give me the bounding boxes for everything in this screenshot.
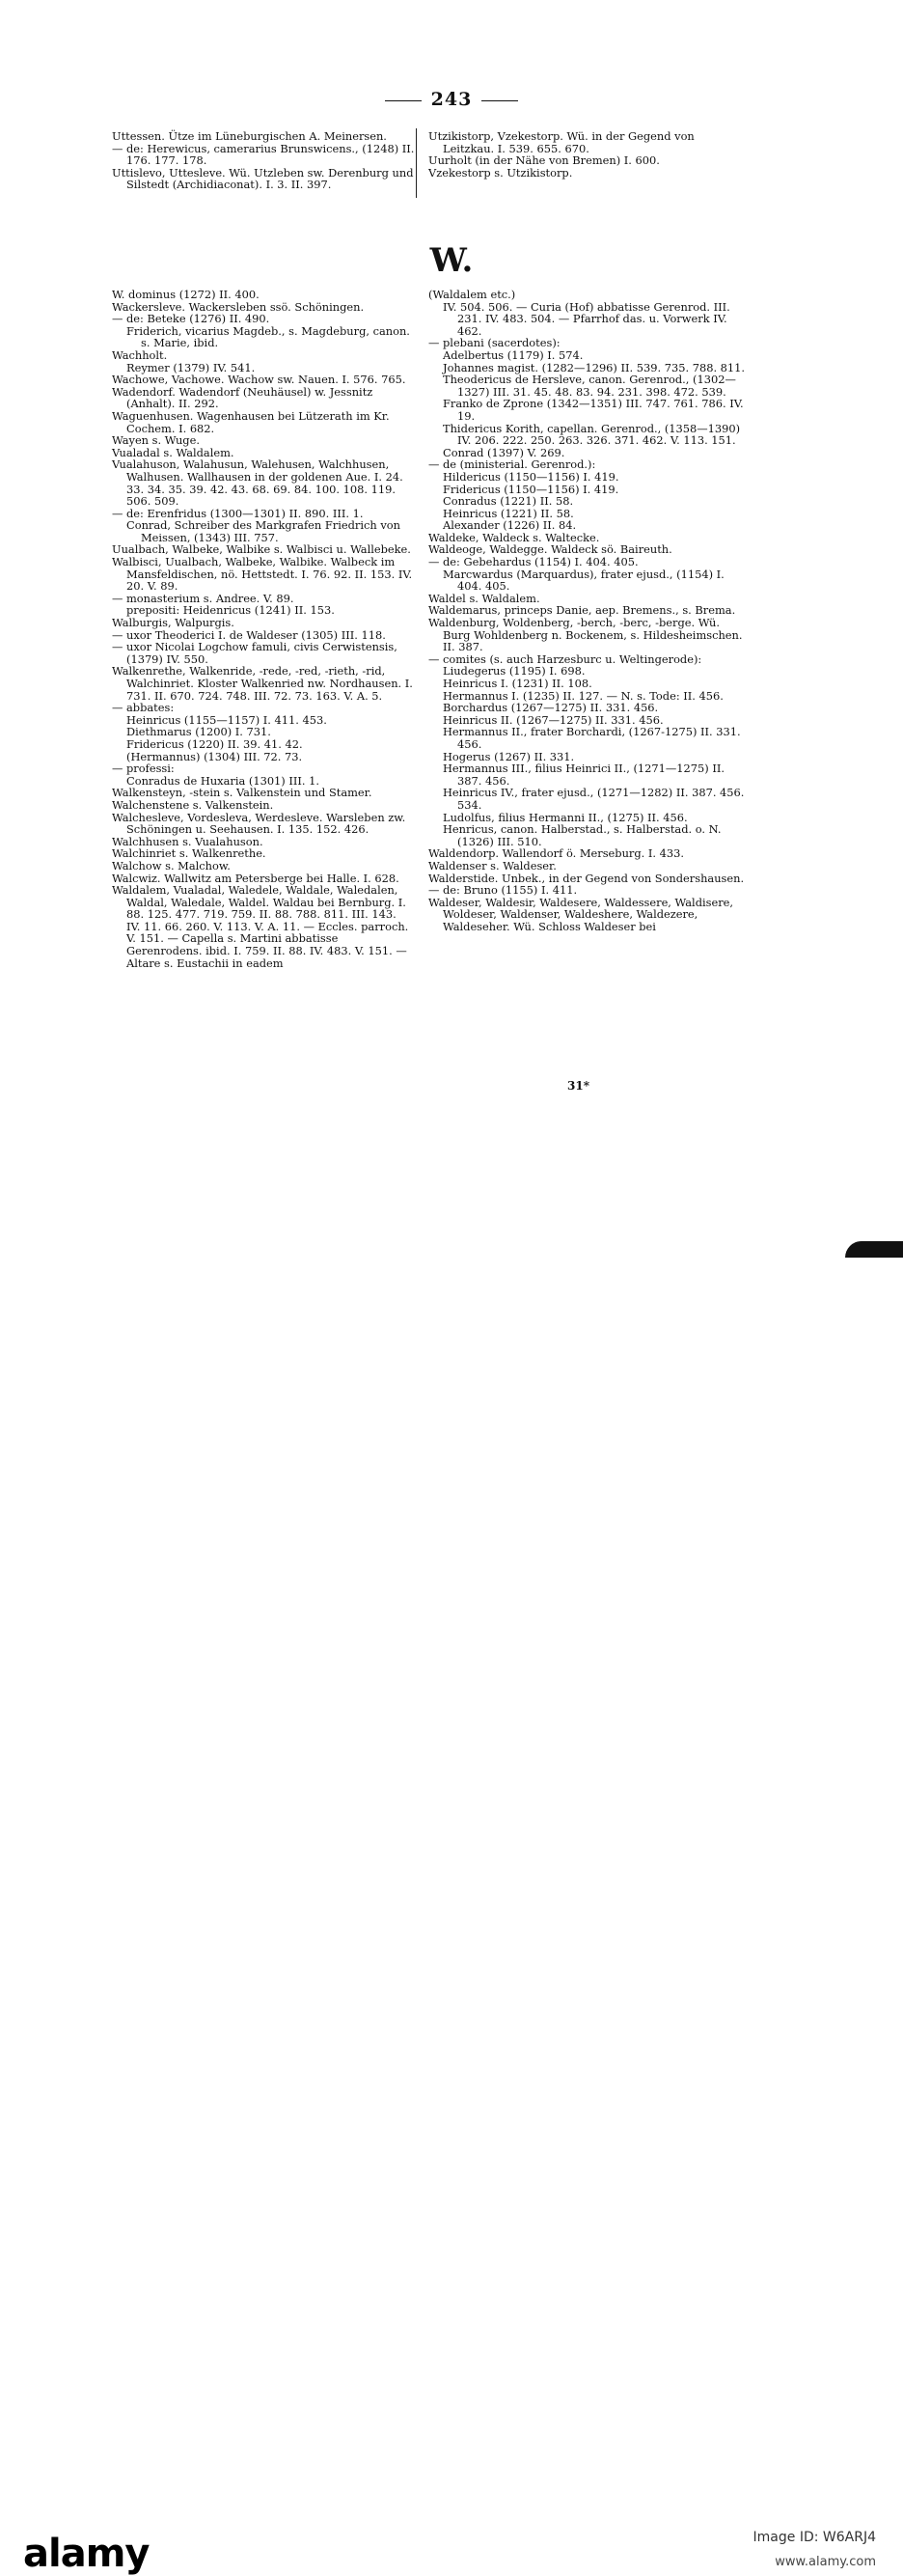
index-entry: Waldenburg, Woldenberg, -berch, -berc, -berge. Wü. Burg Wohldenberg n. Bockenem, s. Hildesheimschen. II. 387. <box>428 616 743 654</box>
index-entry: — de: Beteke (1276) II. 490. <box>112 312 270 326</box>
page-number-dash-left <box>385 100 422 101</box>
index-entry: Henricus, canon. Halberstad., s. Halberstad. o. N. (1326) III. 510. <box>443 822 722 848</box>
index-entry: Hildericus (1150—1156) I. 419. <box>443 469 619 484</box>
index-entry: Walkenrethe, Walkenride, -rede, -red, -rieth, -rid, Walchinriet. Kloster Walkenried nw. Nordhausen. I. 731. II. 670. 724. 748. III. 72. 73. 163. V. A. 5. <box>112 664 413 703</box>
index-entry: Vualahuson, Walahusun, Walehusen, Walchhusen, Walhusen. Wallhausen in der goldenen Aue. I. 24. 33. 34. 35. 39. 42. 43. 68. 69. 84. 100. 108. 119. 506. 509. <box>112 457 403 509</box>
index-entry: Alexander (1226) II. 84. <box>443 518 577 533</box>
index-entry: Walbisci, Uualbach, Walbeke, Walbike. Walbeck im Mansfeldischen, nö. Hettstedt. I. 76. 92. II. 153. IV. 20. V. 89. <box>112 555 413 594</box>
index-entry: Heinricus IV., frater ejusd., (1271—1282) II. 387. 456. 534. <box>443 786 745 812</box>
index-entry: Walchhusen s. Vualahuson. <box>112 834 263 848</box>
index-entry: Adelbertus (1179) I. 574. <box>443 347 584 362</box>
index-entry: Waldel s. Waldalem. <box>428 591 540 605</box>
index-entry: Liudegerus (1195) I. 698. <box>443 664 586 679</box>
index-entry: Marcwardus (Marquardus), frater ejusd., (1154) I. 404. 405. <box>443 567 725 594</box>
index-entry: Friderich, vicarius Magdeb., s. Magdeburg, canon. s. Marie, ibid. <box>126 323 410 350</box>
index-entry: Hermannus II., frater Borchardi, (1267-1275) II. 331. 456. <box>443 725 741 751</box>
index-entry: Conradus (1221) II. 58. <box>443 494 574 509</box>
index-entry: (Hermannus) (1304) III. 72. 73. <box>126 749 303 763</box>
index-entry: Heinricus I. (1231) II. 108. <box>443 677 592 690</box>
index-entry: Conradus de Huxaria (1301) III. 1. <box>126 773 319 788</box>
index-entry: Hogerus (1267) II. 331. <box>443 749 575 763</box>
index-entry: Uttessen. Ütze im Lüneburgischen A. Meinersen. <box>112 129 387 143</box>
index-entry: Hermannus I. (1235) II. 127. — N. s. Tode: II. 456. <box>443 688 724 703</box>
right-column <box>428 289 747 932</box>
index-entry: Uurholt (in der Nähe von Bremen) I. 600. <box>428 153 660 168</box>
index-entry: Walburgis, Walpurgis. <box>112 616 234 630</box>
index-entry: Wachholt. <box>112 347 168 362</box>
index-entry: Walcwiz. Wallwitz am Petersberge bei Halle. I. 628. <box>112 871 399 885</box>
index-entry: Utzikistorp, Vzekestorp. Wü. in der Gegend von Leitzkau. I. 539. 655. 670. <box>428 129 695 155</box>
index-entry: — monasterium s. Andree. V. 89. <box>112 591 294 605</box>
page-number-text: 243 <box>430 89 473 110</box>
index-entry: Thidericus Korith, capellan. Gerenrod., (1358—1390) IV. 206. 222. 250. 263. 326. 371. 462. V. 113. 151. <box>443 421 741 448</box>
index-entry: — de: Gebehardus (1154) I. 404. 405. <box>428 555 639 569</box>
index-entry: — professi: <box>112 762 175 776</box>
index-entry: Heinricus II. (1267—1275) II. 331. 456. <box>443 712 664 727</box>
top-right-column <box>428 130 747 179</box>
left-column <box>112 289 413 969</box>
index-entry: Waldalem, Vualadal, Waledele, Waldale, Waledalen, Waldal, Waledale, Waldel. Waldau bei Bernburg. I. 88. 125. 477. 719. 759. II. 88. 788. 811. III. 143. IV. 11. 66. 260. V. 113. V. A. 11. — Eccles. parroch. V. 151. — Capella s. Martini abbatisse Gerenrodens. ibid. I. 759. II. 88. IV. 483. V. 151. — Altare s. Eustachii in eadem <box>112 883 409 970</box>
index-entry: Waldemarus, princeps Danie, aep. Bremens., s. Brema. <box>428 603 736 618</box>
index-entry: Waldeser, Waldesir, Waldesere, Waldessere, Waldisere, Woldeser, Waldenser, Waldeshere, Waldezere, Waldeseher. Wü. Schloss Waldeser bei <box>428 895 734 933</box>
index-entry: IV. 504. 506. — Curia (Hof) abbatisse Gerenrod. III. 231. IV. 483. 504. — Pfarrhof das. u. Vorwerk IV. 462. <box>443 299 730 338</box>
index-entry: Walchow s. Malchow. <box>112 858 231 873</box>
index-entry: Walderstide. Unbek., in der Gegend von Sondershausen. <box>428 871 745 885</box>
index-entry: Conrad, Schreiber des Markgrafen Friedrich von Meissen, (1343) III. 757. <box>126 518 400 544</box>
index-entry: prepositi: Heidenricus (1241) II. 153. <box>126 603 335 618</box>
index-entry: — abbates: <box>112 701 175 715</box>
index-entry: Uualbach, Walbeke, Walbike s. Walbisci u. Wallebeke. <box>112 542 411 557</box>
index-entry: Hermannus III., filius Heinrici II., (1271—1275) II. 387. 456. <box>443 762 725 788</box>
index-entry: Walchesleve, Vordesleva, Werdesleve. Warsleben zw. Schöningen u. Seehausen. I. 135. 152. 426. <box>112 810 406 837</box>
index-entry: Wachowe, Vachowe. Wachow sw. Nauen. I. 576. 765. <box>112 373 406 387</box>
document-page <box>0 0 903 1258</box>
index-entry: Borchardus (1267—1275) II. 331. 456. <box>443 701 659 715</box>
index-entry: — de: Herewicus, camerarius Brunswicens., (1248) II. 176. 177. 178. <box>112 141 415 168</box>
index-entry: — plebani (sacerdotes): <box>428 336 561 350</box>
alamy-logo: alamy <box>23 2532 150 2576</box>
watermark-banner <box>0 1258 903 2576</box>
index-entry: — uxor Nicolai Logchow famuli, civis Cerwistensis, (1379) IV. 550. <box>112 640 397 666</box>
index-entry: W. dominus (1272) II. 400. <box>112 288 260 301</box>
index-entry: Wadendorf. Wadendorf (Neuhäusel) w. Jessnitz (Anhalt). II. 292. <box>112 384 373 411</box>
index-entry: Reymer (1379) IV. 541. <box>126 360 256 374</box>
index-entry: Walchinriet s. Walkenrethe. <box>112 846 266 861</box>
index-entry: (Waldalem etc.) <box>428 288 516 301</box>
top-left-column <box>112 130 419 191</box>
index-entry: Waldeoge, Waldegge. Waldeck sö. Baireuth. <box>428 542 672 557</box>
index-entry: Heinricus (1221) II. 58. <box>443 506 574 520</box>
section-heading: W. <box>429 241 474 280</box>
index-entry: Waguenhusen. Wagenhausen bei Lützerath im Kr. Cochem. I. 682. <box>112 408 390 435</box>
index-entry: Walkensteyn, -stein s. Valkenstein und Stamer. <box>112 786 372 800</box>
scan-corner-shadow <box>845 1241 903 1258</box>
page-number <box>0 89 903 110</box>
column-divider <box>416 128 417 198</box>
index-entry: Franko de Zprone (1342—1351) III. 747. 761. 786. IV. 19. <box>443 397 744 423</box>
index-entry: Waldendorp. Wallendorf ö. Merseburg. I. 433. <box>428 846 684 861</box>
index-entry: Theodericus de Hersleve, canon. Gerenrod., (1302—1327) III. 31. 45. 48. 83. 94. 231. 398. 472. 539. <box>443 373 736 399</box>
index-entry: — uxor Theoderici I. de Waldeser (1305) III. 118. <box>112 627 386 642</box>
index-entry: Waldenser s. Waldeser. <box>428 858 557 873</box>
index-entry: Walchenstene s. Valkenstein. <box>112 797 274 812</box>
site-url: www.alamy.com <box>775 2555 876 2569</box>
index-entry: Fridericus (1150—1156) I. 419. <box>443 482 619 496</box>
index-entry: — de (ministerial. Gerenrod.): <box>428 457 596 472</box>
index-entry: Diethmarus (1200) I. 731. <box>126 725 271 739</box>
index-entry: Ludolfus, filius Hermanni II., (1275) II. 456. <box>443 810 688 824</box>
index-entry: Heinricus (1155—1157) I. 411. 453. <box>126 712 327 727</box>
index-entry: Fridericus (1220) II. 39. 41. 42. <box>126 736 303 751</box>
index-entry: Conrad (1397) V. 269. <box>443 445 565 459</box>
index-entry: Waldeke, Waldeck s. Waltecke. <box>428 530 600 544</box>
page-number-dash-right <box>481 100 518 101</box>
index-entry: — de: Bruno (1155) I. 411. <box>428 883 578 898</box>
signature-mark: 31* <box>567 1079 589 1093</box>
image-id: Image ID: W6ARJ4 <box>752 2530 876 2545</box>
index-entry: Vualadal s. Waldalem. <box>112 445 234 459</box>
index-entry: Uttislevo, Uttesleve. Wü. Utzleben sw. Derenburg und Silstedt (Archidiaconat). I. 3. II. 397. <box>112 165 414 192</box>
index-entry: Wackersleve. Wackersleben ssö. Schöningen. <box>112 299 365 314</box>
index-entry: — comites (s. auch Harzesburc u. Weltingerode): <box>428 651 702 666</box>
index-entry: Vzekestorp s. Utzikistorp. <box>428 165 573 180</box>
index-entry: Johannes magist. (1282—1296) II. 539. 735. 788. 811. <box>443 360 746 374</box>
index-entry: Wayen s. Wuge. <box>112 433 200 448</box>
index-entry: — de: Erenfridus (1300—1301) II. 890. III. 1. <box>112 506 364 520</box>
